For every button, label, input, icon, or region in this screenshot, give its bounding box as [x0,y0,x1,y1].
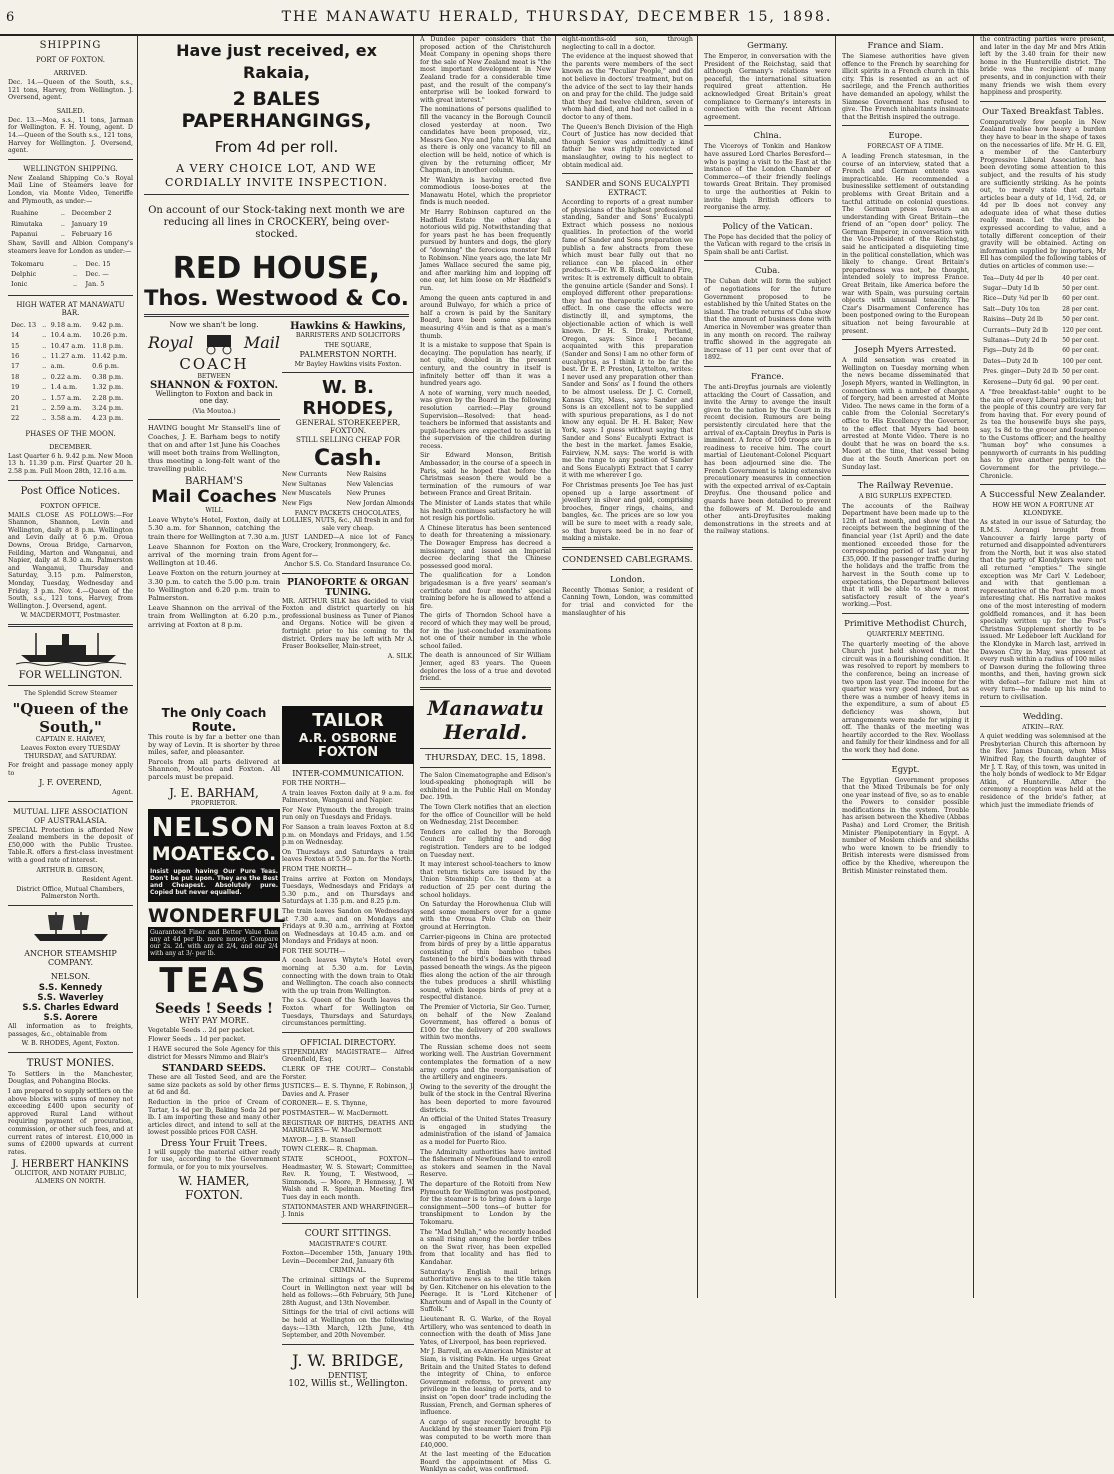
leave2-text: Leave Shannon for Foxton on the arrival of the morning train from Wellington at 10.46. [148,542,280,568]
coach-ad [148,321,280,631]
list-item: New Prunes [346,490,386,498]
paperhangings-head3: From 4d per roll. [214,138,339,156]
list-item: New Currants [282,471,328,479]
news-paragraph: It may interest school-teachers to know that return tickets are issued by the Union Steamship Co. to them at a reduction of 25 per cent during the school holidays. [420,861,551,899]
table-row: Kerosene—Duty 6d gal. 90 per cent. [983,378,1100,386]
news-paragraph: The "Mad Mullah," who recently headed a small rising among the border tribes on the Swat river, has been expelled from that locality and has fled to Kandahar. [420,1228,551,1266]
having-text: HAVING bought Mr Stansell's line of Coaches, J. E. Barham begs to notify that on and after 1st June his Coaches will meet both trains from Wellington, thus meeting a long-felt want of the travelling public. [148,424,280,474]
proprietor-label: PROPRIETOR. [190,799,238,807]
news-paragraph: Sir Edward Monson, British Ambassador, in the course of a speech in Paris, said he hoped that before the Christmas season there would be a termination of the rumours of war between France and Great Britain. [420,452,551,498]
column-shipping [4,36,138,1298]
news-paragraph: A Chinese literatus has been sentenced to death for threatening a missionary. The Dowager Empress has decreed a missionary, and issued an Imperial decree declaring that the Chinese possessed good moral. [420,524,551,570]
hamer-foxton: FOXTON. [185,1187,243,1202]
leaves-text: Leaves Foxton every TUESDAY THURSDAY, and SATURDAY. [20,745,121,760]
xmas-text: For Christmas presents Joe Tee has just opened up a large assortment of jewellery in silver and gold, comprising brooches, finger rings, chains, and bangles, &c. The prices are so low you will be sure to meet with a ready sale, so that buyers need be in no fear of making a mistake. [562,482,693,543]
table-row: Rimutaka .. January 19 [11,219,108,228]
europe-text: A leading French statesman, in the course of an interview, stated that a French and German entente was impracticable. He recommended a businesslike settlement of outstanding problems with Great Britain and a tactful attitude on colonial questions. The German press favours an understanding with Great Britain—the friend of an "open door" policy. The German Emperor, in conversation with the Vice-President of the Reichstag, said he anticipated a disquieting time in the political constellation, which was likely to change. Great Britain's preparedness was not, he thought, intended solely to impress France. Great Britain, like America before the war with Spain, was pursuing certain objects with unusual tenacity. The Czar's Disarmament Conference has been postponed owing to the European situation not being favourable at present. [842,152,969,335]
arrived-heading: ARRIVED. [53,69,88,77]
silk-name: A. SILK. [387,652,414,660]
barhams-heading: BARHAM'S [185,475,243,487]
queen-south-text: The s.s. Queen of the South leaves the Foxton wharf for Wellington on Tuesdays, Thursdays and Saturdays, circumstances permitting. [282,997,414,1028]
shannon-foxton: SHANNON & FOXTON. [149,379,279,391]
agent-label: Agent. [112,789,133,797]
news-paragraph: The evidence at the inquest showed that the parents were members of the sect known as the "Peculiar People," and did not believe in doctors' treatment, but on the advice of the sect to lay their hands on and pray for the child. The judge said that they had twelve children, seven of whom had died, and had not called in a doctor to any of them. [562,53,693,121]
hawkins-ad [282,321,414,662]
anchor-text: All information as to freights, passages, &c., obtainable from [8,1023,133,1038]
news-paragraph: Carrier-pigeons in China are protected from birds of prey by a little apparatus consisting of thin bamboo tubes fastened to the bird's bodies with thread passed beneath the wings. As the pigeon flies along the action of the air through the tubes produces a shrill whistling sound, which keeps birds of prey at a respectful distance. [420,933,551,1002]
westwood-heading: Thos. Westwood & Co. [144,286,409,310]
dentist-label: DENTIST, [328,1370,368,1380]
list-item: POSTMASTER— W. MacDermott. [282,1109,389,1117]
table-row: 22 .. 3.58 a.m. 4.23 p.m. [11,414,124,423]
court-heading: COURT SITTINGS. [304,1228,392,1239]
captain: CAPTAIN E. HARVEY, [35,735,106,743]
inter-communication [282,706,414,1391]
railway-heading: The Railway Revenue. [857,481,954,492]
sailed-heading: SAILED. [56,106,85,115]
post-office-heading: Post Office Notices. [20,485,121,497]
secured-text: I HAVE secured the Sole Agency for this district for Messrs Nimmo and Blair's [148,1045,280,1061]
vatican-heading: Policy of the Vatican. [722,221,813,232]
criminal-label: CRIMINAL. [329,1267,367,1275]
france-text: The anti-Dreyfus journals are violently attacking the Court of Cassation, and invite the Army to avenge the insult given to the nation by the Court in its recent decision. Rumours are being persistently circulated here that the arrival of ex-Captain Dreyfus in Paris is imminent. A force of 100 troops are in readiness to receive him. The court martial of Lieutenant-Colonel Picquart has been adjourned sine die. The French Government is taking extensive precautionary measures in connection with the expected arrival of ex-Captain Dreyfus. One thousand police and guards have been detailed to prevent the followers of M. Deroulede and other anti-Dreyfusites making demonstrations in the streets and at the railway stations. [704,384,831,536]
news-paragraph: Mr Harry Robinson captured on the Hadfield Estate the other day a notorious wild pig. Notwithstanding that for years past he has been frequently pursued by hunters and dogs, the glory of "downing" the ferocious monster fell to Robinson. Nine years ago, the late Mr James Wallace secured the same pig, and after marking him and lopping off one ear, let him loose on Mr Hadfield's run. [420,209,551,292]
parcels-text: Parcels from all parts delivered at Shannon, Moutoa and Foxton. All parcels must be prepaid. [148,757,280,781]
methodist-text: The quarterly meeting of the above Church just held showed that the circuit was in a flourishing condition. It was resolved to report by members to the conference, being an increase of two upon last year. The income for the quarter was very good indeed, but as there was a number of heavy items in the expenditure, a sum of about £5 deficiency was shown, but arrangements were made for wiping it off. The thanks of the meeting was heartily accorded to the Rev. Woollass and family for their kindness and for all the work they had done. [842,640,969,754]
queen-heading: "Queen of the South," [12,699,129,736]
table-row: Raisins—Duty 2d lb 50 per cent. [983,316,1100,324]
coach-south-text: A coach leaves Whyte's Hotel every morning at 5.30 a.m. for Levin, connecting with the down train to Otaki and Wellington. The coach also connects with the up train from Wellington. [282,957,414,995]
news-paragraph: The girls of Thorndon School have a record of which they may well be proud, for in the just-concluded examinations not one of their number in the whole school failed. [420,612,551,650]
news-paragraph: Tenders are called by the Borough Council for lighting and dog registration. Tenders are to be lodged on Tuesday next. [420,828,551,859]
port-heading: PORT OF FOXTON. [35,56,106,64]
list-item: TOWN CLERK— R. Chapman. [282,1146,378,1154]
square-label: THE SQUARE, [324,341,372,349]
table-row: 15 .. 10.47 a.m. 11.8 p.m. [11,341,124,350]
news-paragraph: Lieutenant R. G. Warke, of the Royal Artillery, who was sentenced to death in connection with the death of Miss Jane Yates, of Liverpool, has been reprieved. [420,1316,551,1346]
table-row: Rice—Duty ¾d per lb 60 per cent. [983,295,1100,303]
anchor-insurance: Anchor S.S. Co. Standard Insurance Co. [284,561,412,569]
news-paragraph: The Minister of Lands states that while his health continues satisfactory he will not resign his portfolio. [420,500,551,523]
list-item: New Sultanas [282,480,327,488]
tailor-label: TAILOR [312,710,384,731]
tailor-ad [282,706,414,764]
news-paragraph: A cargo of sugar recently brought to Auckland by the steamer Taieri from Fiji was computed to be worth more than £40,000. [420,1418,551,1449]
taxed-text2: A "free breakfast-table" ought to be the aim of every Liberal politician; but the people of this country are very far from having that. For every pound of 2s tea the housewife buys she pays, say, 1s 8d to the grocer and fourpence to the Customs officer; and the healthy "human boy" who consumes a pennyworth of currants in his pudding has to give another penny to the Government for the privilege.—Chronicle. [980,389,1106,480]
piano-heading: PIANOFORTE & ORGAN TUNING. [287,577,409,598]
foxton-label: FOXTON [317,745,379,760]
table-row: Delphic .. Dec. — [11,269,109,278]
nelson-moate-ad [148,809,280,902]
list-item: CLERK OF THE COURT— Constable Forster. [282,1066,414,1081]
news-paragraph: The Queen's Bench Division of the High Court of Justice has now decided that though Senior was admittedly a kind father he was rightly convicted of manslaughter, owing to his neglect to obtain medical aid. [562,123,693,169]
standard-seeds: STANDARD SEEDS. [162,1063,266,1075]
between-label: BETWEEN [197,372,231,380]
column-news-5 [976,36,1110,1298]
paperhangings-head1: Have just received, ex Rakaia, [176,41,377,82]
train5-text: Trains arrive at Foxton on Mondays, Tuesdays, Wednesdays and Fridays at 5.30 p.m., and on Thursdays and Saturdays at 1.35 p.m. and 8.25 p.m. [282,875,414,906]
wellington-shipping-heading: WELLINGTON SHIPPING. [23,164,118,173]
via-moutoa: (Via Moutoa.) [192,407,236,415]
vegetable-seeds: Vegetable Seeds .. 2d per packet. [148,1026,255,1034]
shaw-table [8,258,133,291]
willis-address: 102, Willis st., Wellington. [288,1379,408,1390]
cables-heading: CONDENSED CABLEGRAMS. [562,554,693,565]
column-advertisements [140,36,414,1390]
surplus-label: A BIG SURPLUS EXPECTED. [858,493,953,501]
sailed-text: Dec. 13.—Moa, s.s., 11 tons, Jarman for Wellington. F. H. Young, agent. D 14.—Queen of the South s.s., 121 tons, Harvey for Wellington. J. Oversend, agent. [8,116,133,155]
table-row: Currants—Duty 2d lb 120 per cent. [983,326,1103,334]
table-row: Pres. ginger—Duty 2d lb 50 per cent. [983,368,1100,376]
list-item: STIPENDIARY MAGISTRATE— Alfred Greenfield, Esq. [282,1048,414,1064]
column-news-1 [416,36,556,1474]
table-row: Sugar—Duty 1d lb 50 per cent. [983,285,1100,293]
coach-route-ad [148,706,285,1202]
list-item: REGISTRAR OF BIRTHS, DEATHS AND MARRIAGES— W. MacDermott [282,1119,414,1135]
table-row: 16 .. 11.27 a.m. 11.42 p.m. [11,351,128,360]
train6-text: The train leaves Sandon on Wednesdays at 7.30 a.m., and on Mondays and Fridays at 9.30 a.m., arriving at Foxton on Wednesdays at 10.45 a.m. and on Mondays and Fridays at noon. [282,907,414,946]
train1-text: A train leaves Foxton daily at 9 a.m. for Palmerston, Wanganui and Napier. [282,789,414,805]
only-route-heading: The Only Coach Route. [161,706,267,734]
official-heading: OFFICIAL DIRECTORY. [300,1037,396,1047]
anchor-heading: ANCHOR STEAMSHIP COMPANY. [24,949,117,967]
table-row: Ionic .. Jan. 5 [11,280,105,289]
table-row: 20 .. 1.57 a.m. 2.28 p.m. [11,393,124,402]
nzer-text: As stated in our issue of Saturday, the R.M.S. Aorangi brought from Vancouver a fairly large party of returned and disappointed adventurers from the North, but it was also stated that the party of Klondykers were not all returned "empties." The single exception was Mr Carl V. Ledeboer, and with that gentleman a representative of the Post had a most interesting chat. His narrative makes one of the most interesting of modern goldfield romances, and it has been specially written up for the Post's Christmas Supplement shortly to be issued. Mr Ledeboer left Auckland for the Klondyke in March last, arrived in Dawson City in May, was present at every rush within a radius of 100 miles of Dawson during the following three months, and then, having grown sick with defeat—for failure met him at every turn—he made up his mind to return to civilisation. [980,519,1106,702]
mag-court-label: MAGISTRATE'S COURT. [308,1240,387,1248]
list-item: New Raisins [346,471,387,479]
taxed-heading: Our Taxed Breakfast Tables. [982,106,1104,117]
reduction-text: Reduction in the price of Cream of Tartar, 1s 4d per lb, Baking Soda 2d per lb. I am importing these and many other articles direct, and intend to sell at the lowest possible prices FOR CASH. [148,1098,280,1137]
list-item: MAYOR— J. B. Stansell [282,1136,356,1144]
trust-text: I am prepared to supply settlers on the above blocks with sums of money not exceeding £400 upon security of approved Rural Land without requiring payment of procuration, commission, or other such fees, and at current rates of interest. £10,000 in sums of £2000 upwards at current rates. [8,1087,133,1156]
egypt-text: The Egyptian Government proposes that the Mixed Tribunals be for only one year instead of five, so as to enable the Powers to consider possible modifications in the system. Trouble has arisen between the Khedive (Abbas Pasha) and Lord Cromer, the British Minister Plenipotentiary in Egypt. A number of Moslem chiefs and sheikhs who were known to be friendly to British interests were dismissed from office by the Khedive, whereupon the British Minister reinstated them. [842,776,969,875]
for-north-label: FOR THE NORTH— [282,780,346,787]
red-house-heading: RED HOUSE, [172,251,381,286]
tested-text: These are all Tested Seed, and are the same size packets as sold by other firms at 6d and 8d. [148,1074,280,1097]
methodist-heading: Primitive Methodist Church, [844,619,967,629]
storekeeper-label: GENERAL STOREKEEPER, FOXTON. [295,418,401,435]
flower-seeds: Flower Seeds .. 1d per packet. [148,1036,246,1044]
duties-table [980,273,1106,389]
london-text: Recently Thomas Senior, a resident of Canning Town, London, was committed for trial and convicted for the manslaughter of his [562,586,693,617]
from-north-label: FROM THE NORTH— [282,865,353,873]
tides-table [8,319,133,425]
coach-text: Wellington to Foxton and back in one day. [155,389,273,406]
foxton-office-heading: FOXTON OFFICE. [40,501,101,510]
bridge-name: J. W. BRIDGE, [292,1350,404,1370]
for-south-label: FOR THE SOUTH— [282,947,346,955]
nzer-heading: A Successful New Zealander. [980,490,1106,501]
train4-text: On Thursdays and Saturdays a train leaves Foxton at 5.50 p.m. for the North. [282,848,414,864]
vatican-text: The Pope has decided that the policy of the Vatican with regard to the crisis in Spain shall be anti Carlist. [704,233,831,256]
nelson-heading: NELSON [151,813,277,844]
mail-coaches-heading: Mail Coaches [151,486,277,507]
europe-heading: Europe. [888,131,923,142]
germany-text: The Emperor, in conversation with the President of the Reichstag, said that although Germany's relations were peaceful, the international situation required great attention. He acknowledged Great Britain's great compliance to Germany's interests in connection with the recent African agreement. [704,53,831,121]
forecast-label: FORECAST OF A TIME. [867,143,944,151]
cuba-text: The Cuban debt will form the subject of negotiations for the future Government proposed to be established by the United States on the island. The trade returns of Cuba show that the amount of business done with America in November was greater than in any month on record. The railway traffic showed in the aggregate an increase of 11 per cent over that of 1892. [704,278,831,362]
shipping-heading: SHIPPING [39,40,102,51]
leave4-text: Leave Shannon on the arrival of the train from Wellington at 6.20 p.m., arriving at Foxton at 8 p.m. [148,604,280,629]
siam-text: The Siamese authorities have given offence to the French by searching for illicit spirits in a French church in this city. This is resented as an act of sacrilege, and the French authorities have demanded an apology, whilst the Siamese Government has refused to give. The French inhabitants insinuate that the British inspired the outrage. [842,53,969,121]
hawkins-heading: Hawkins & Hawkins, [290,321,406,332]
list-item: New Jordan Almonds [346,499,414,507]
table-row: 21 .. 2.59 a.m. 3.24 p.m. [11,404,124,412]
table-row: Salt—Duty 10s ton 28 per cent. [983,305,1100,313]
intercomm-heading: INTER-COMMUNICATION. [292,769,404,778]
china-heading: China. [753,131,782,142]
fortune-label: HOW HE WON A FORTUNE AT KLONDYKE. [992,502,1094,517]
column-news-2 [558,36,698,1298]
resident-label: Resident Agent. [82,876,133,884]
germany-heading: Germany. [747,41,788,51]
table-row: Dates—Duty 2d lb 100 per cent. [983,357,1103,365]
egypt-heading: Egypt. [891,764,920,775]
barham-name: J. E. BARHAM, [169,785,259,800]
barristers-label: BARRISTERS AND SOLICITORS [295,332,401,339]
table-row: 19 .. 1.4 a.m. 1.32 p.m. [11,383,124,392]
list-item: CORONER— E. S. Thynne, [282,1100,368,1108]
list-item: STATE SCHOOL, FOXTON— Headmaster, W. S. Stewart; Committee, Rev. R. Young, T. Westwood, — Simmonds, — Moore, P. Hennessy, J. W. Walsh and R. Spelman. Meeting first Tues day in each month. [282,1155,414,1201]
news-paragraph: A note of warning, very much needed, was given by the Board in the following resolution carried:—Play ground Supervision—Resolved: that head-teachers be informed that assistants and pupil-teachers are expected to assist in the supervision of the children during recess. [420,389,551,450]
table-row: 14 .. 10.4 a.m. 10.26 p.m. [11,331,128,340]
coach-label: COACH [179,354,249,373]
list-item: New Valencias [346,480,394,488]
table-row: Dec. 13 .. 9.18 a.m. 9.42 p.m. [11,320,124,329]
news-paragraph: The Premier of Victoria, Sir Geo. Turner, on behalf of the New Zealand Government, has offered a bonus of £100 for the delivery of 200 swallows within two months. [420,1003,551,1042]
phases-text: Last Quarter 6 h. 9.42 p.m. New Moon 13 h. 11.39 p.m. First Quarter 20 h. 2.58 p.m. Full Moon 28th, 12.16 a.m. [8,452,133,475]
nelson-text: Insist upon having Our Pure Teas. Don't be put upon. They are the Best and Cheapest. Absolutely pure. Copied but never equalled. [150,868,278,897]
news-paragraph: At the last meeting of the Education Board the appointment of Miss G. Wanklyn as cadet, was confirmed. [420,1451,551,1474]
phases-heading: PHASES OF THE MOON. [25,429,116,438]
will-label: WILL [205,506,223,514]
sander-text: According to reports of a great number of physicians of the highest professional standing, Sander and Sons' Eucalypti Extract which possess no noxious qualities. In protection of the world fame of Sander and Sons preparation we publish a few abstracts from these which must bear fully out that no reliance can be placed in other products.—Dr. W. B. Rush, Oakland Fire, writes: It is extremely difficult to obtain the genuine article (Sander and Sons). I employed different other preparations: they had no therapeutic value and no effect. In one case the effects were distinctly ill, and symptoms, the objectionable action of which is well known. Dr H. S. Drake, Portland, Oregon, says: Since I became acquainted with this preparation (Sander and Sons) I am no other form of eucalyptus, as I think it to be far the best. Dr E. P. Preston, Lyttelton, writes: I never used any preparation other than Sander and Sons' as I found the others to be almost useless. Dr J. C. Cornell, Kansas City, Mass., says: Sander and Sons is an excellent not to be supplied with spurious preparations, as I do not know any equal. Dr H. H. Baker, New York, says: I guess without saying that Sander and Sons' Eucalypti Extract is the best in the market. James Esakie, Fairview, N.M. says: The world is with me the range to any position of Sander and Sons Eucalypti Extract that I carry it with me wherever I go. [562,199,693,480]
news-paragraph: A Dundee paper considers that the proposed action of the Christchurch Meat Company in opening shops there for the sale of New Zealand meat is "the most important development in New Zealand trade for a considerable time past, and the result of the company's enterprise will be looked forward to with great interest." [420,36,551,104]
for-wellington-heading: FOR WELLINGTON. [18,669,123,681]
bayley-text: Mr Bayley Hawkins visits Foxton. [294,360,402,368]
news-paragraph: The qualification for a London brigadesman is a five years' seaman's certificate and four months' special training before he is allowed to attend a fire. [420,572,551,610]
coach-icon [199,331,239,355]
news-paragraph: The departure of the Rotoiti from New Plymouth for Wellington was postponed, for the steamer is to bring down a large consignment—500 tons—of butter for transhipment to London by the Tokomaru. [420,1180,551,1226]
list-item: New Figs [282,499,313,507]
column-news-4 [838,36,974,1298]
high-water-heading: HIGH WATER AT MANAWATU BAR. [16,300,125,317]
china-text: The Viceroys of Tonkin and Hankow have assured Lord Charles Beresford—who is paying a visit to the East at the instance of the London Chamber of Commerce—of their friendly feelings towards Great Britain. They promised to urge the authorities at Pekin to invite high British officers to reorganise the army. [704,143,831,212]
france-heading: France. [751,372,784,382]
postmaster: W. MACDERMOTT, Postmaster. [20,612,121,620]
only-route-text: This route is by far a better one than by way of Levin. It is shorter by three miles, safer, and pleasanter. [148,733,280,757]
page-title: THE MANAWATU HERALD, THURSDAY, DECEMBER 15, 1898. [281,9,833,25]
coach-title: Now we shan't be long. [169,320,259,329]
trust-heading: TRUST MONIES. [26,1057,115,1069]
cash-heading: Cash. [313,446,383,472]
list-item: STATIONMASTER AND WHARFINGER— J. Innis [282,1203,414,1219]
crockery-text: On account of our Stock-taking next month we are reducing all lines in CROCKERY, being over-stocked. [148,205,405,240]
ship-kennedy: S.S. Kennedy [38,983,103,993]
news-paragraph: It is a mistake to suppose that Spain is decaying. The population has nearly, if not quite, doubled in the present century, and the country in itself is infinitely better off than it was a hundred years ago. [420,342,551,388]
district-office: District Office, Mutual Chambers, Palmerston North. [16,885,125,901]
wonderful-heading: WONDERFUL [148,905,285,928]
table-row: 18 .. 0.22 a.m. 0.38 p.m. [11,372,124,381]
criminal-text: The criminal sittings of the Supreme Court in Wellington next year will be held as follows:—6th February, 5th June, 28th August, and 13th November. [282,1277,414,1307]
agent-for-label: Agent for— [282,551,319,559]
seeds-heading: Seeds ! Seeds ! [154,1001,274,1018]
nzs-table [8,207,133,240]
hamer-name: W. HAMER, [178,1173,250,1188]
news-paragraph: The death is announced of Sir William Jenner, aged 83 years. The Queen deplores the loss of a true and devoted friend. [420,652,551,683]
table-row: Papanui .. February 16 [11,229,113,238]
column-news-3 [700,36,836,1298]
news-paragraph: The Town Clerk notifies that an election for the office of Councillor will be held on Wednesday, 21st December. [420,804,551,827]
news-paragraph: Owing to the severity of the drought the bulk of the stock in the Central Riverina has been deported to more favoured districts. [420,1083,551,1114]
splendid-text: The Splendid Screw Steamer [23,689,118,697]
goods-list-right [347,471,414,509]
london-heading: London. [610,574,645,585]
civil-text: Sittings for the trial of civil actions will be held at Wellington on the following days:—13th March, 12th June, 4th September, and 20th November. [282,1309,414,1340]
arrived-text: Dec. 14.—Queen of the South, s.s., 121 tons, Harvey, from Wellington. J. Oversend, agent. [8,79,133,102]
news-paragraph: The nominations of persons qualified to fill the vacancy in the Borough Council closed yesterday at noon. Two candidates have been proposed, viz., Messrs Geo. Nye and John W. Walsh, and as there is only one vacancy to fill an election will be held, notice of which is given by the returning officer, Mr Chapman, in another column. [420,106,551,175]
mutual-text: SPECIAL Protection is afforded New Zealand members in the deposit of £50,000 with the Public Trustee. Table.R. offers a first-class investment with a good rate of interest. [8,826,133,865]
myers-heading: Joseph Myers Arrested. [854,345,957,356]
news-paragraph: The Salon Cinematographe and Edison's loud-speaking phonograph will be exhibited in the Public Hall on Monday Dec. 19th. [420,771,551,802]
news-paragraph: Saturday's English mail brings authoritative news as to the title taken by Gen. Kitchener on his elevation to the Peerage. It is "Lord Kitchener of Khartoum and of Aspall in the County of Suffolk." [420,1268,551,1314]
moate-heading: MOATE&Co. [151,843,277,866]
table-row: Figs—Duty 2d lb 60 per cent. [983,347,1100,355]
taxed-text: Comparatively few people in New Zealand realise how heavy a burden they have to bear in the shape of taxes on the necessaries of life. Mr H. G. Ell, a member of the Canterbury Progressive Liberal Association, has been devoting some attention to this subject, and the results of his study are sufficiently striking. As he points out, to merely state that certain articles bear a duty of 1d, 1½d, 2d, or 4d per lb does not convey any adequate idea of what these duties really mean. Let the duties be expressed according to value, and a totally different conception of their gravity will be obtained. Acting on information supplied by importers, Mr Ell has compiled the following tables of duties on articles of common use:— [980,118,1106,271]
rhodes-heading: W. B. RHODES, [302,377,394,420]
news-paragraph: the contracting parties were present, and later in the day Mr and Mrs Atkin left by the 3.40 train for their new home in the Hunterville district. The bride was the recipient of many presents, and in conjunction with their many friends we wish them every happiness and prosperity. [980,36,1106,97]
freight-text: For freight and passage money apply to [8,762,133,777]
sander-heading: SANDER and SONS EUCALYPTI EXTRACT. [565,179,690,198]
table-row: Tokomaru .. Dec. 15 [11,259,111,268]
ship-aorere: S.S. Aorere [43,1013,98,1023]
solicitor-text: OLICITOR, AND NOTARY PUBLIC, ALMERS ON NORTH. [14,1170,127,1185]
shaw-text: Shaw, Savill and Albion Company's steamers leave for London as under:— [8,240,133,255]
rhodes-agent: W. B. RHODES, Agent, Foxton. [21,1040,120,1048]
nelson-heading: NELSON. [50,972,91,981]
ship-waverley: S.S. Waverley [37,993,104,1003]
train2-text: For New Plymouth the through trains run only on Tuesdays and Fridays. [282,806,414,822]
dress-trees: Dress Your Fruit Trees. [160,1138,268,1149]
goods-list-left [282,471,331,509]
myers-text: A mild sensation was created in Wellington on Tuesday morning when the news became disseminated that Joseph Myers, wanted in Wellington, in connection with a number of charges of forgery, had been arrested at Monte Video. The news came in the form of a cable from the Colonial Secretary's office to His Excellency the Governor, to the effect that Myers had been arrested at Monte Video. There is no doubt that he was on board the s.s. Maori at the time, that vessel being due at the South American port on Sunday last. [842,357,969,471]
news-paragraph: On Saturday the Horowhenua Club will send some members over for a game with the Oroua Polo Club on their ground at Herrington. [420,901,551,931]
court-text: Foxton—December 15th, January 19th. Levin—December 2nd, January 6th [282,1250,414,1265]
railway-text: The accounts of the Railway Department have been made up to the 12th of last month, and show that the receipts between the beginning of the financial year (1st April) and the date mentioned exceeded those for the corresponding period of last year by £35,000. If the passenger traffic during the holidays and the traffic from the harvest in the South come up to expectations, the Department believes that it will be able to show a most satisfactory result of the year's working.—Post. [842,502,969,609]
paperhangings-sub: A VERY CHOICE LOT, AND WE CORDIALLY INVITE INSPECTION. [164,162,389,189]
official-directory [282,1049,414,1219]
osborne-label: A.R. OSBORNE [299,731,397,745]
fancy-text: FANCY PACKETS CHOCOLATES, LOLLIES, NUTS, &c., All fresh in and for sale very cheap. [282,509,414,532]
dress-text: I will supply the material either ready for use, according to the Government formula, or for you to mix yourselves. [148,1148,280,1172]
wedding-heading: Wedding. [1022,711,1064,722]
leave3-text: Leave Foxton on the return journey at 3.30 p.m. to catch the 5.00 p.m. train to Wellington and 6.20 p.m. train to Palmerston. [148,569,280,603]
france-siam-heading: France and Siam. [867,41,944,51]
news-paragraph: Among the queen ants captured in and around Bulwayo, for which a price of half a crown is paid by the Sanitary Board, have been some specimens measuring 4½in and is that as a man's thumb. [420,294,551,340]
quarterly-label: QUARTERLY MEETING. [866,631,945,638]
december-heading: DECEMBER. [49,442,92,451]
cuba-heading: Cuba. [754,266,781,277]
table-row: Tea—Duty 4d per lb 40 per cent. [983,274,1100,282]
still-selling: STILL SELLING CHEAP FOR [295,435,401,444]
nzs-text: New Zealand Shipping Co.'s Royal Mail Line of Steamers leave for London, via Monte Video, Teneriffe and Plymouth, as under:— [8,174,133,205]
mutual-heading: MUTUAL LIFE ASSOCIATION OF AUSTRALASIA. [13,806,128,825]
overend-name: J. F. OVEREND, [39,778,102,788]
wedding-text: A quiet wedding was solemnised at the Presbyterian Church this afternoon by the Rev. James Duncan, when Miss Winifred Ray, the fourth daughter of Mr J. T. Ray, of this town, was united in the holy bonds of wedlock to Mr Edgar Atkin, of Hunterville. After the ceremony a reception was held at the residence of the bride's father, at which just the immediate friends of [980,733,1106,809]
news-paragraph: An official of the United States Treasury is engaged in studying the administration of the island of Jamaica as a model for Puerto Rico. [420,1116,551,1146]
news-paragraph: The Russian scheme does not seem working well. The Austrian Government contemplates the formation of a new army corps and the reorganisation of the artillery and engineers. [420,1043,551,1082]
trust-sub: To Settlers in the Manchester, Douglas, and Pohangina Blocks. [8,1070,133,1086]
page-number: 6 [6,10,15,25]
news-paragraph: The Admiralty authorities have invited the fishermen of Newfoundland to enroll as stokers and seamen in the Naval Reserve. [420,1148,551,1179]
table-row: Ruahine .. December 2 [11,209,112,218]
news-paragraph: Mr J. Barrell, an ex-American Minister at Siam, is visiting Pekin. He urges Great Britain and the United States to defend the integrity of China, to enforce Government reforms, to prevent any privilege in the leasing of ports, and to insist on "open door" trade including the Russian, French, and German spheres of influence. [420,1348,551,1417]
mails-text: MAILS CLOSE AS FOLLOWS:—For Shannon, Shannon, Levin and Wellington, daily at 8 p.m. Wellington and Levin daily at 6 p.m. Oroua Downs, Oroua Bridge, Carnarvon, Feilding, Marton and Wanganui, and Napier, daily at 8.30 a.m. Palmerston and Wanganui, Thursday and Saturday, 3.15 p.m. Palmerston, Monday, Tuesday, Wednesday and Friday, 3 p.m. Nov. 4.—Queen of the South, s.s., 121 tons, Harvey, from Wellington. J. Oversend, agent. [8,511,133,610]
royal-label: Royal [148,333,194,353]
just-landed-text: JUST LANDED—A nice lot of Fancy Ware, Crockery, Ironmongery, &c. [282,534,414,549]
wonderful-text: Guaranteed Finer and Better Value than any at 4d per lb. more money. Compare our 2s. 2d. with any at 2/4, and our 2/4 with any at 3/- per lb. [150,929,278,958]
steamship-icon [16,631,126,665]
gibson-name: ARTHUR B. GIBSON, [36,866,105,874]
list-item: JUSTICES— E. S. Thynne, F. Robinson, J. Davies and A. Fraser [282,1083,414,1098]
masthead [0,0,1114,36]
herald-date: THURSDAY, DEC. 15, 1898. [425,752,546,763]
sailing-ship-icon [26,910,116,944]
table-row: Sultanas—Duty 2d lb 50 per cent. [983,337,1100,345]
herald-heading: Manawatu Herald. [427,695,544,744]
news-paragraph: eight-months-old son, through neglecting to call in a doctor. [562,36,693,51]
list-item: New Muscatels [282,490,332,498]
atkin-ray: ATKIN—RAY. [1022,723,1064,731]
ship-charles-edward: S.S. Charles Edward [22,1003,119,1013]
news-paragraph: Mr Wanklyn is having erected five commodious loose-boxes at the Manawatu Hotel, which the proprietor finds is much needed. [420,176,551,207]
why-pay-more: WHY PAY MORE. [178,1016,250,1026]
palmerston-label: PALMERSTON NORTH. [299,350,397,360]
hankins-name: J. HERBERT HANKINS [12,1159,129,1171]
piano-text: MR. ARTHUR SILK has decided to visit Foxton and district quarterly on his professional business as Tuner of Pianos and Organs. Notice will be given a fortnight prior to his coming to the district. Orders may be left with Mr A. Fraser Bookseller, Main-street, [282,597,414,651]
teas-heading: TEAS [159,961,269,1002]
paperhangings-head2: 2 BALES PAPERHANGINGS, [181,88,372,132]
table-row: 17 .. a.m. 0.6 p.m. [11,362,120,371]
leave1-text: Leave Whyte's Hotel, Foxton, daily at 5.30 a.m. for Shannon, catching the train there for Wellington at 7.30 a.m. [148,516,280,541]
mail-label: Mail [243,333,280,353]
train3-text: For Sanson a train leaves Foxton at 8.0 p.m. on Mondays and Fridays, and 1.50 p.m on Wednesday. [282,823,414,847]
